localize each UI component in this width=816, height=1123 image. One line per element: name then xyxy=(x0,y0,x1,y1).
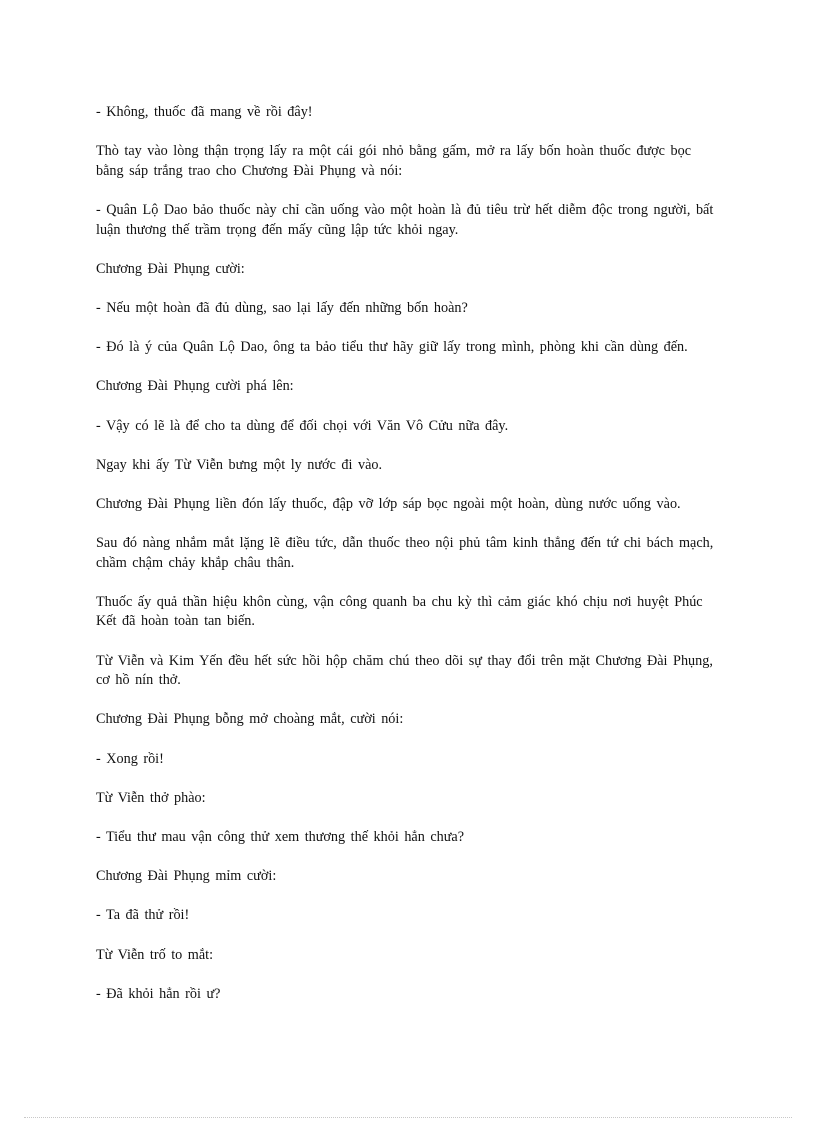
paragraph: Chương Đài Phụng cười: xyxy=(96,260,245,277)
paragraph: - Đã khỏi hẳn rồi ư? xyxy=(96,985,221,1002)
document-body xyxy=(96,103,721,1024)
paragraph: - Vậy có lẽ là để cho ta dùng để đối chọi với Văn Vô Cửu nữa đây. xyxy=(96,417,509,434)
paragraph: Chương Đài Phụng mỉm cười: xyxy=(96,868,277,885)
paragraph: Từ Viễn thở phào: xyxy=(96,789,206,806)
paragraph: Sau đó nàng nhắm mắt lặng lẽ điều tức, dẫn thuốc theo nội phủ tâm kinh thẳng đến tứ chi bách mạch, chầm chậm chảy khắp châu thân. xyxy=(96,535,714,571)
paragraph: - Nếu một hoàn đã đủ dùng, sao lại lấy đến những bốn hoàn? xyxy=(96,299,468,316)
paragraph: - Tiểu thư mau vận công thử xem thương thế khỏi hẳn chưa? xyxy=(96,828,465,845)
paragraph: - Không, thuốc đã mang về rồi đây! xyxy=(96,104,313,120)
paragraph: Từ Viễn và Kim Yến đều hết sức hồi hộp chăm chú theo dõi sự thay đổi trên mặt Chương Đài Phụng, cơ hồ nín thở. xyxy=(96,652,713,689)
paragraph: Chương Đài Phụng cười phá lên: xyxy=(96,378,294,395)
paragraph: - Ta đã thử rồi! xyxy=(96,907,190,924)
paragraph: Thuốc ấy quả thần hiệu khôn cùng, vận công quanh ba chu kỳ thì cảm giác khó chịu nơi huyệt Phúc Kết đã hoàn toàn tan biến. xyxy=(96,593,703,630)
paragraph: Thò tay vào lòng thận trọng lấy ra một cái gói nhỏ bằng gấm, mở ra lấy bốn hoàn thuốc được bọc bằng sáp trắng trao cho Chương Đài Phụng và nói: xyxy=(96,143,692,179)
paragraph: Chương Đài Phụng bỗng mở choàng mắt, cười nói: xyxy=(96,711,404,728)
paragraph: Ngay khi ấy Từ Viễn bưng một ly nước đi vào. xyxy=(96,456,383,473)
page-bottom-divider xyxy=(24,1117,792,1118)
paragraph: Chương Đài Phụng liền đón lấy thuốc, đập vỡ lớp sáp bọc ngoài một hoàn, dùng nước uống vào. xyxy=(96,495,681,512)
paragraph: - Quân Lộ Dao bảo thuốc này chỉ cần uống vào một hoàn là đủ tiêu trừ hết diễm độc trong người, bất luận thương thế trầm trọng đến mấy cũng lập tức khỏi ngay. xyxy=(96,201,714,238)
paragraph: - Đó là ý của Quân Lộ Dao, ông ta bảo tiểu thư hãy giữ lấy trong mình, phòng khi cần dùng đến. xyxy=(96,339,688,356)
paragraph: - Xong rồi! xyxy=(96,750,164,767)
paragraph: Từ Viễn trố to mắt: xyxy=(96,946,214,963)
